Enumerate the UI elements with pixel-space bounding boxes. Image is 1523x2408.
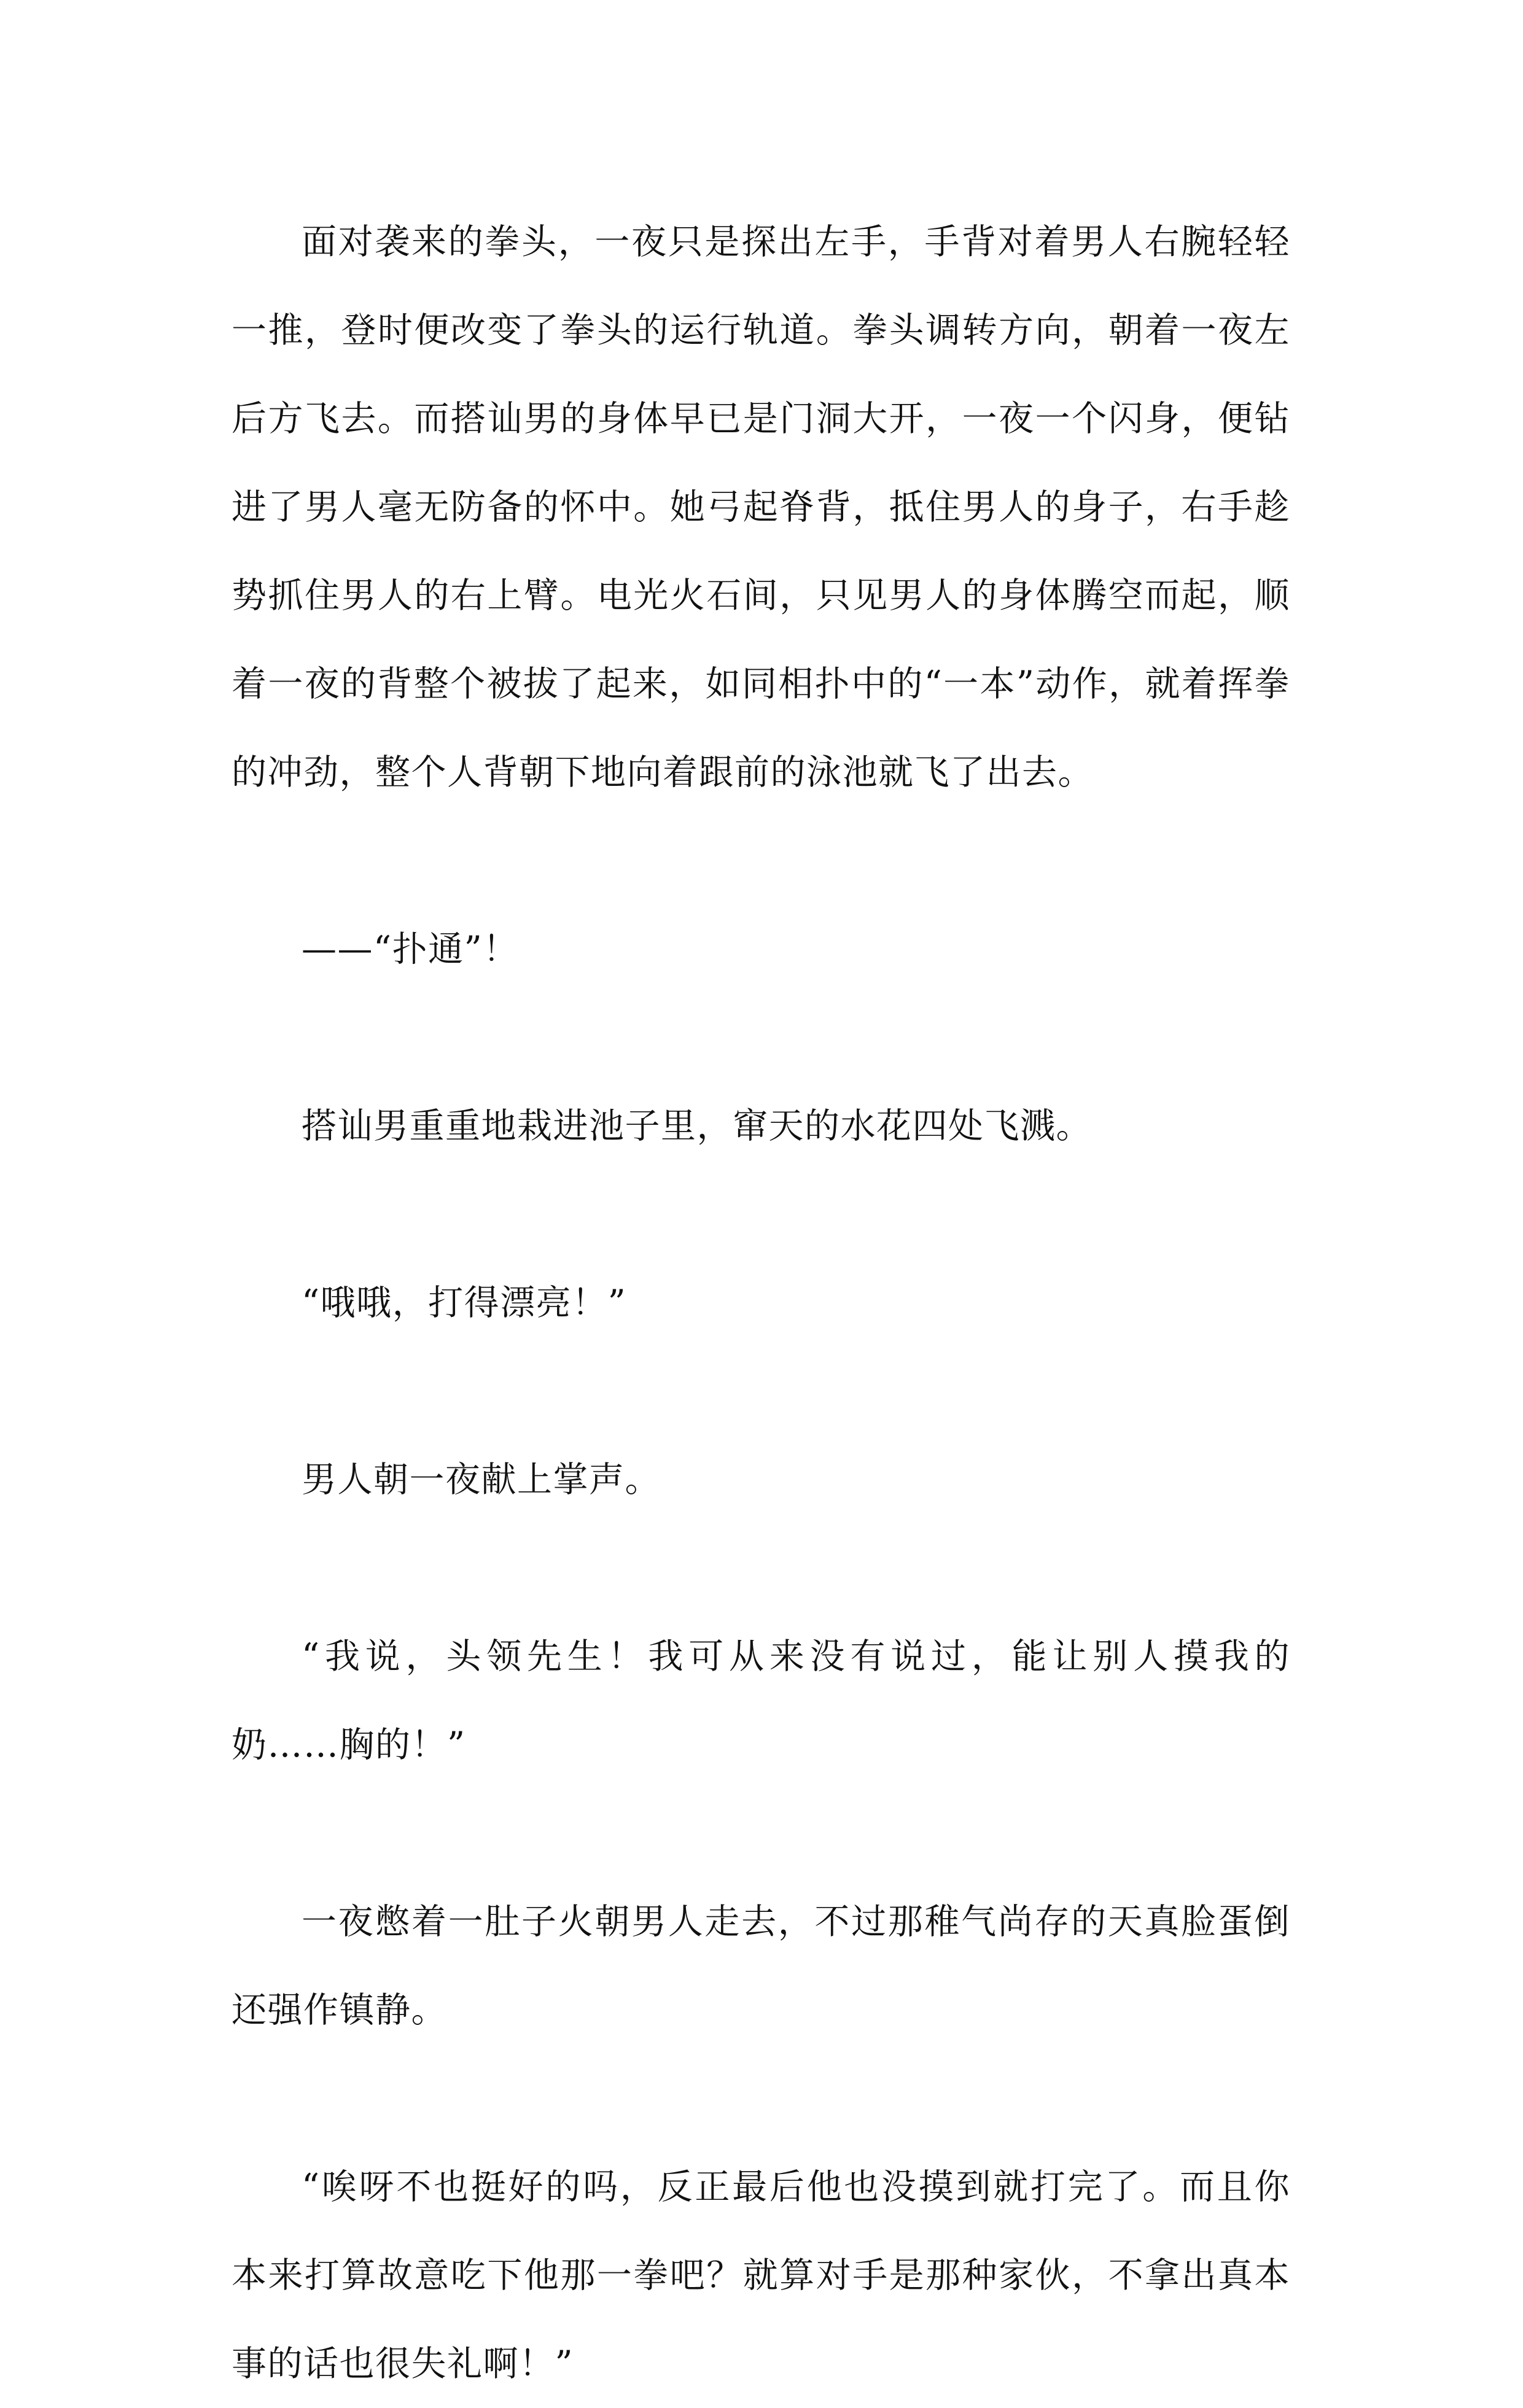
paragraph-2: ——“扑通”！ [302, 929, 519, 969]
paragraph-6: “我说，头领先生！我可从来没有说过，能让别人摸我的奶……胸的！” [232, 1636, 1290, 1765]
document-body [232, 198, 1290, 2408]
paragraph-1: 面对袭来的拳头，一夜只是探出左手，手背对着男人右腕轻轻一推，登时便改变了拳头的运行轨道。拳头调转方向，朝着一夜左后方飞去。而搭讪男的身体早已是门洞大开，一夜一个闪身，便钻进了男人毫无防备的怀中。她弓起脊背，抵住男人的身子，右手趁势抓住男人的右上臂。电光火石间，只见男人的身体腾空而起，顺着一夜的背整个被拔了起来，如同相扑中的“一本”动作，就着挥拳的冲劲，整个人背朝下地向着跟前的泳池就飞了出去。 [232, 222, 1290, 793]
paragraph-3: 搭讪男重重地栽进池子里，窜天的水花四处飞溅。 [302, 1106, 1092, 1146]
paragraph-5: 男人朝一夜献上掌声。 [302, 1459, 661, 1500]
paragraph-4: “哦哦，打得漂亮！” [302, 1283, 627, 1323]
paragraph-7: 一夜憋着一肚子火朝男人走去，不过那稚气尚存的天真脸蛋倒还强作镇静。 [232, 1901, 1290, 2030]
paragraph-8: “唉呀不也挺好的吗，反正最后他也没摸到就打完了。而且你本来打算故意吃下他那一拳吧？就算对手是那种家伙，不拿出真本事的话也很失礼啊！” [232, 2167, 1290, 2384]
